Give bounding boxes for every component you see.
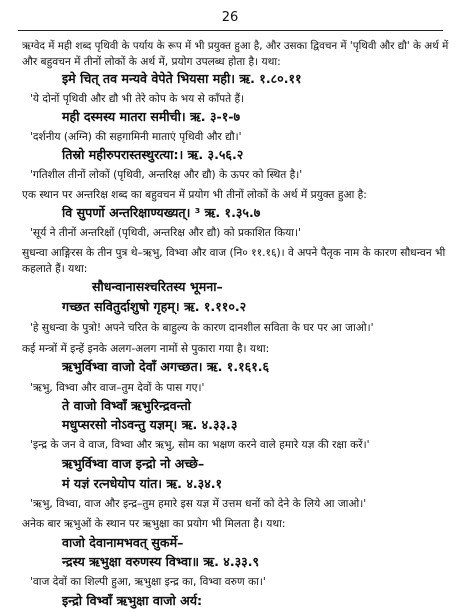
verse-line: मं यज्ञं रत्नधेयोप यांत। ऋ. ४.३४.१ — [62, 476, 223, 491]
translation-line: 'दर्शनीय (अग्नि) की सहगामिनी माताएं पृथिवी और द्यौ।' — [30, 131, 242, 143]
para-line: अनेक बार ऋभुओं के स्थान पर ऋभुक्षा का प्रयोग भी मिलता है। यथा: — [22, 518, 286, 530]
verse-line: इमे चित् तव मन्यवे वेपेते भियसा मही। ऋ. १.८०.११ — [62, 71, 302, 86]
verse-line: वि सुपर्णो अन्तरिक्षाण्यख्यत्। ³ ऋ. १.३५.७ — [62, 205, 261, 220]
translation-line: 'इन्द्र के जन वे वाज, विभ्वा और ऋभु, सोम का भक्षण करने वाले हमारे यज्ञ की रक्षा करें।' — [30, 439, 370, 451]
verse-line: मही दस्मस्य मातरा समीची। ऋ. ३-१-७ — [62, 109, 241, 124]
para-line: कहलाते हैं। यथा: — [22, 263, 88, 275]
verse-line: गच्छत सवितुर्दाशुषो गृहम्। ऋ. १.११०.२ — [62, 299, 247, 314]
translation-line: 'गतिशील तीनों लोकों (पृथिवी, अन्तरिक्ष और द्यौ) के ऊपर को स्थित है।' — [30, 169, 303, 181]
verse-line: ते वाजो विभ्वाँ ऋभुरिन्द्रवन्तो — [62, 398, 191, 413]
verse-line: सौधन्वानासश्चरितस्य भूमना– — [92, 279, 223, 294]
verse-line: वाजो देवानामभवत् सुकर्मे– — [62, 535, 184, 550]
header-rule — [18, 30, 443, 31]
page-number: 26 — [221, 10, 239, 25]
verse-line: ऋभुर्विभ्वा वाजो देवाँ अगच्छत। ऋ. १.१६१.६ — [62, 359, 270, 374]
para-line: ऋग्वेद में मही शब्द पृथिवी के पर्याय के रूप में भी प्रयुक्त हुआ है, और उसका द्विवचन में 'पृथिवी और द्यौ' के अर्थ में — [22, 40, 449, 52]
verse-line: ऋभुर्विभ्वा वाज इन्द्रो नो अच्छे– — [62, 456, 205, 471]
translation-line: 'हे सुधन्वा के पुत्रो! अपने चरित के बाहुल्य के कारण दानशील सविता के घर पर आ जाओ।' — [30, 322, 374, 334]
verse-line: तिस्रो महीरुपरास्तस्थुरत्या:। ऋ. ३.५६.२ — [62, 147, 244, 162]
para-line: कई मन्त्रों में इन्हें इनके अलग-अलग नामों से पुकारा गया है। यथा: — [22, 343, 270, 355]
verse-line: इन्द्रो विभ्वाँ ऋभुक्षा वाजो अर्य: — [62, 593, 203, 608]
para-line: एक स्थान पर अन्तरिक्ष शब्द का बहुवचन में प्रयोग भी तीनों लोकों के अर्थ में प्रयुक्त हुआ है: — [22, 189, 367, 201]
verse-line: मधुप्सरसो नोऽवन्तु यज्ञम्। ऋ. ४.३३.३ — [62, 417, 238, 432]
para-line: और बहुवचन में तीनों लोकों के अर्थ में, प्रयोग उपलब्ध होता है। यथा: — [22, 56, 281, 68]
translation-line: 'सूर्य ने तीनों अन्तरिक्षों (पृथिवी, अन्तरिक्ष और द्यौ) को प्रकाशित किया।' — [30, 227, 301, 239]
verse-line: न्द्रस्य ऋभुक्षा वरुणस्य विभ्वा॥ ऋ. ४.३३.९ — [62, 554, 260, 569]
translation-line: 'ऋभु, विभ्वा और वाज–तुम देवों के पास गए।' — [30, 382, 205, 394]
translation-line: 'ऋभु, विभ्वा, वाज और इन्द्र–तुम हमारे इस यज्ञ में उत्तम धनों को देने के लिये आ जाओ।' — [30, 498, 367, 510]
para-line: सुधन्वा आङ्गिरस के तीन पुत्र थे–ऋभु, विभ्वा और वाज (नि० ११.१६)। वे अपने पैतृक नाम के कारण सौधन्वन भी — [22, 247, 446, 259]
translation-line: 'वाज देवों का शिल्पी हुआ, ऋभुक्षा इन्द्र का, विभ्वा वरुण का।' — [30, 576, 266, 588]
translation-line: 'ये दोनों पृथिवी और द्यौ भी तेरे कोप के भय से काँपते हैं। — [30, 93, 245, 105]
